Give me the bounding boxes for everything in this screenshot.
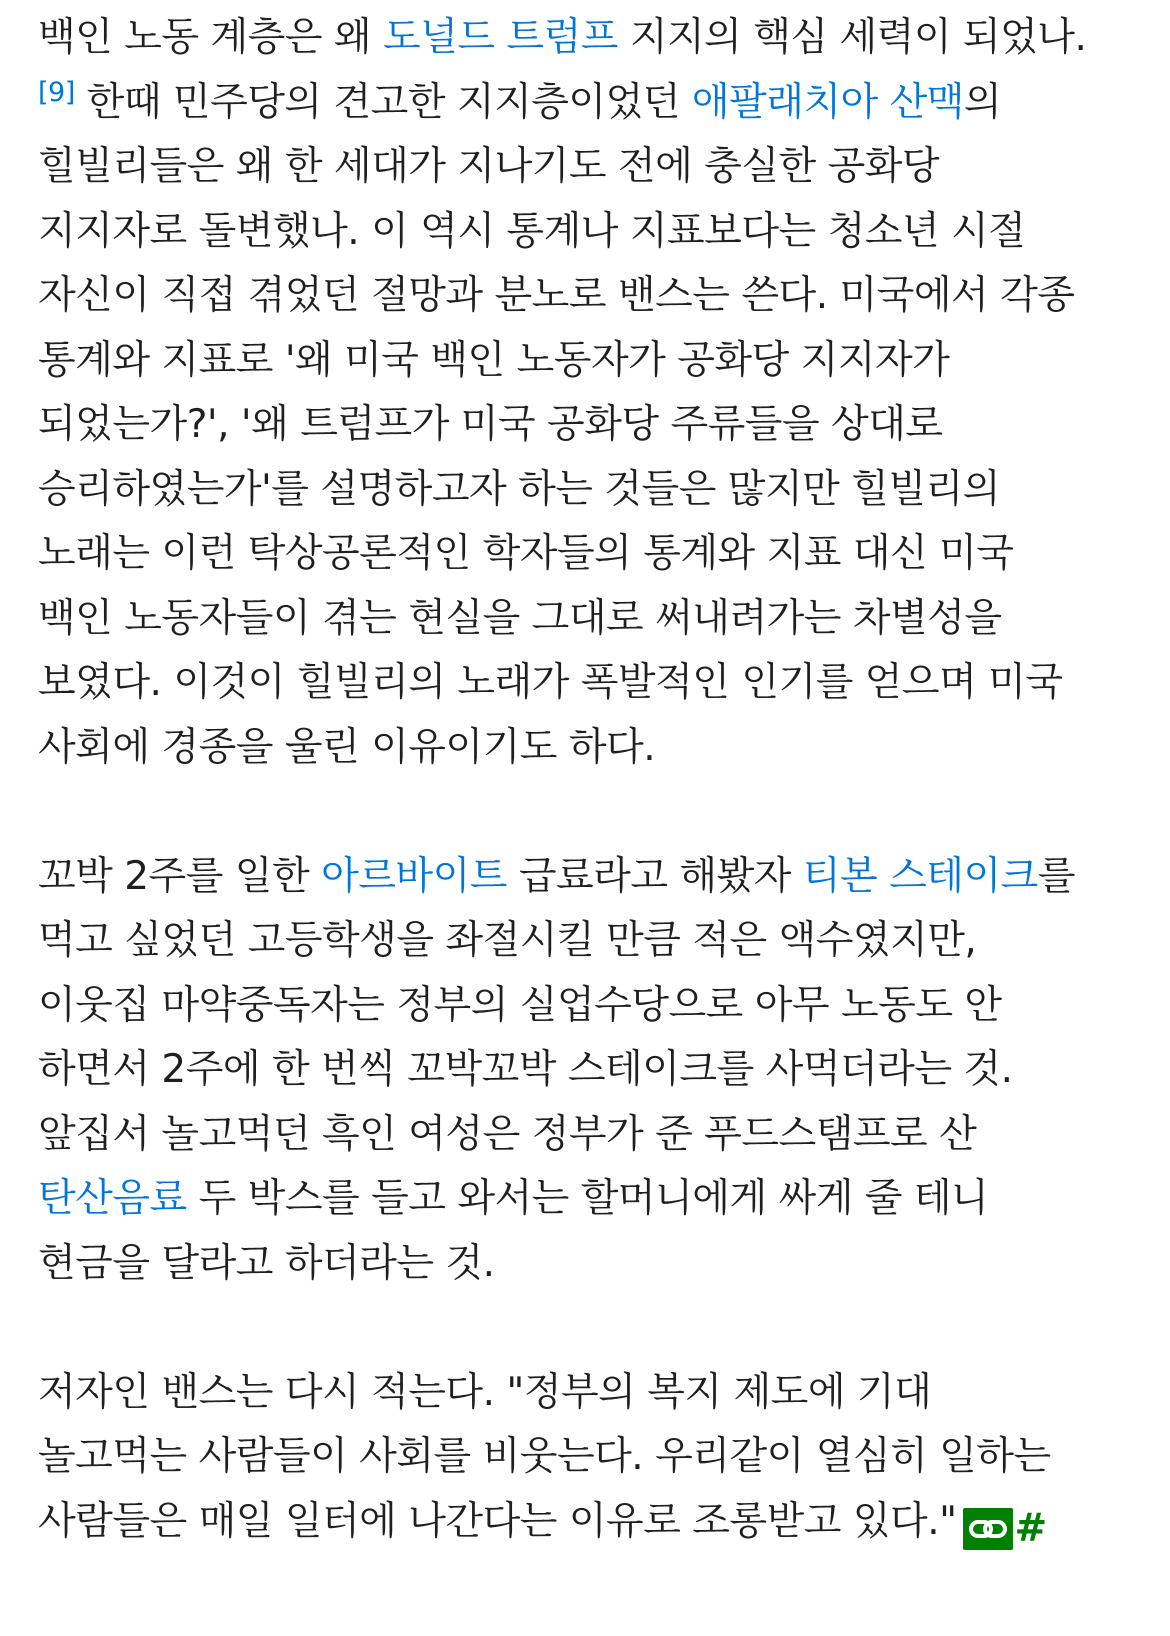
wiki-link-t-bone-steak[interactable]: 티본 스테이크 — [802, 853, 1038, 899]
paragraph-text: 의 힐빌리들은 왜 한 세대가 지나기도 전에 충실한 공화당 지지자로 돌변했나. 이 역시 통계나 지표보다는 청소년 시절 자신이 직접 겪었던 절망과 분노로 밴스는 쓴다. 미국에서 각종 통계와 지표로 '왜 미국 백인 노동자가 공화당 지지자가 되었는가?', '왜 트럼프가 미국 공화당 주류들을 상대로 승리하였는가'를 설명하고자 하는 것들은 많지만 힐빌리의 노래는 이런 탁상공론적인 학자들의 통계와 지표 대신 미국 백인 노동자들이 겪는 현실을 그대로 써내려가는 차별성을 보였다. 이것이 힐빌리의 노래가 폭발적인 인기를 얻으며 미국 사회에 경종을 울린 이유이기도 하다. — [38, 79, 1075, 770]
paragraph-text: 를 먹고 싶었던 고등학생을 좌절시킬 만큼 적은 액수였지만, 이웃집 마약중독자는 정부의 실업수당으로 아무 노동도 안 하면서 2주에 한 번씩 꼬박꼬박 스테이크를 사먹더라는 것. 앞집서 놀고먹던 흑인 여성은 정부가 준 푸드스탬프로 산 — [38, 853, 1075, 1157]
paragraph-text: 두 박스를 들고 와서는 할머니에게 싸게 줄 테니 현금을 달라고 하더라는 것. — [38, 1176, 989, 1286]
paragraph-text: 급료라고 해봤자 — [506, 853, 803, 899]
link-icon — [963, 1508, 1013, 1550]
wiki-link-appalachian-mountains[interactable]: 애팔래치아 산맥 — [691, 79, 964, 125]
hash-anchor[interactable]: # — [1014, 1505, 1047, 1551]
paragraph-text: 지지의 핵심 세력이 되었나. — [617, 15, 1087, 60]
wiki-link-donald-trump[interactable]: 도널드 트럼프 — [382, 15, 618, 60]
paragraph-1 — [38, 6, 1088, 780]
paragraph-text: 백인 노동 계층은 왜 — [38, 15, 383, 60]
paragraph-3 — [38, 1361, 1088, 1562]
paragraph-text: 한때 민주당의 견고한 지지층이었던 — [74, 79, 692, 125]
paragraph-2 — [38, 845, 1088, 1297]
wiki-link-part-time-job[interactable]: 아르바이트 — [321, 853, 507, 899]
article-body — [38, 6, 1088, 1561]
section-permalink[interactable] — [963, 1496, 1047, 1562]
footnote-ref-9[interactable]: [9] — [38, 76, 75, 108]
wiki-link-soft-drink[interactable]: 탄산음료 — [38, 1176, 187, 1221]
paragraph-text: 꼬박 2주를 일한 — [38, 853, 322, 899]
paragraph-text: 저자인 밴스는 다시 적는다. "정부의 복지 제도에 기대 놀고먹는 사람들이 사회를 비웃는다. 우리같이 열심히 일하는 사람들은 매일 일터에 나간다는 이유로 조롱받고 있다." — [38, 1369, 1051, 1544]
